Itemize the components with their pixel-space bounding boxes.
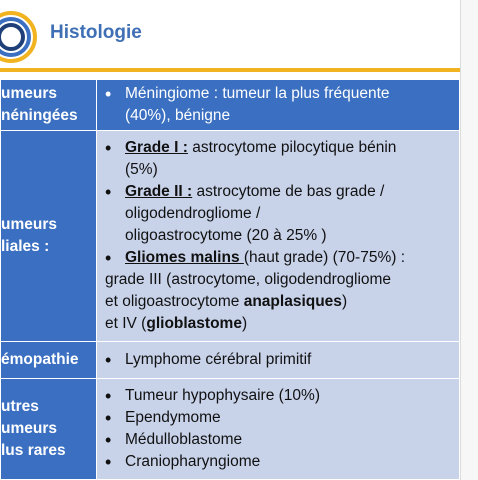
list-item-continuation: (40%), bénigne (125, 107, 231, 124)
list-item: • Lymphome cérébral primitif (101, 349, 453, 371)
list-item: • Ependymome (101, 407, 453, 429)
row-header: utres umeurs lus rares (1, 379, 97, 480)
table-row (1, 342, 460, 379)
page-title: Histologie (50, 22, 142, 43)
list-item: • Craniopharyngiome (101, 451, 453, 473)
title-divider (0, 68, 460, 72)
row-content: • Grade I : astrocytome pilocytique bénin (5%) • Grade II : astrocytome de bas grade / oligodendrogliome / oligoastrocytome (20 à 25% ) • Gliomes malins (haut grade) (70-75%) : grade III (astrocytome, oligodendrogliome et oligoastrocytome anaplasiques) et IV (glioblastome) (97, 131, 460, 342)
row-content (97, 80, 460, 131)
list-item: • Gliomes malins (haut grade) (70-75%) : (101, 247, 453, 269)
list-item: • Médulloblastome (101, 429, 453, 451)
histology-table (0, 79, 460, 480)
row-header: umeurs néningées (1, 80, 97, 131)
list-item: • Méningiome : tumeur la plus fréquente (101, 83, 453, 105)
row-header: umeurs liales : (1, 131, 97, 342)
table-row (1, 80, 460, 131)
row-header: émopathie (1, 342, 97, 379)
list-item: • Tumeur hypophysaire (10%) (101, 385, 453, 407)
logo-icon (0, 8, 40, 66)
list-item: • Grade II : astrocytome de bas grade / (101, 181, 453, 203)
slide-edge (460, 0, 478, 480)
list-item: • Grade I : astrocytome pilocytique bénin (101, 137, 453, 159)
row-content (97, 342, 460, 379)
table-row (1, 379, 460, 480)
table-row (1, 131, 460, 342)
row-content (97, 379, 460, 480)
